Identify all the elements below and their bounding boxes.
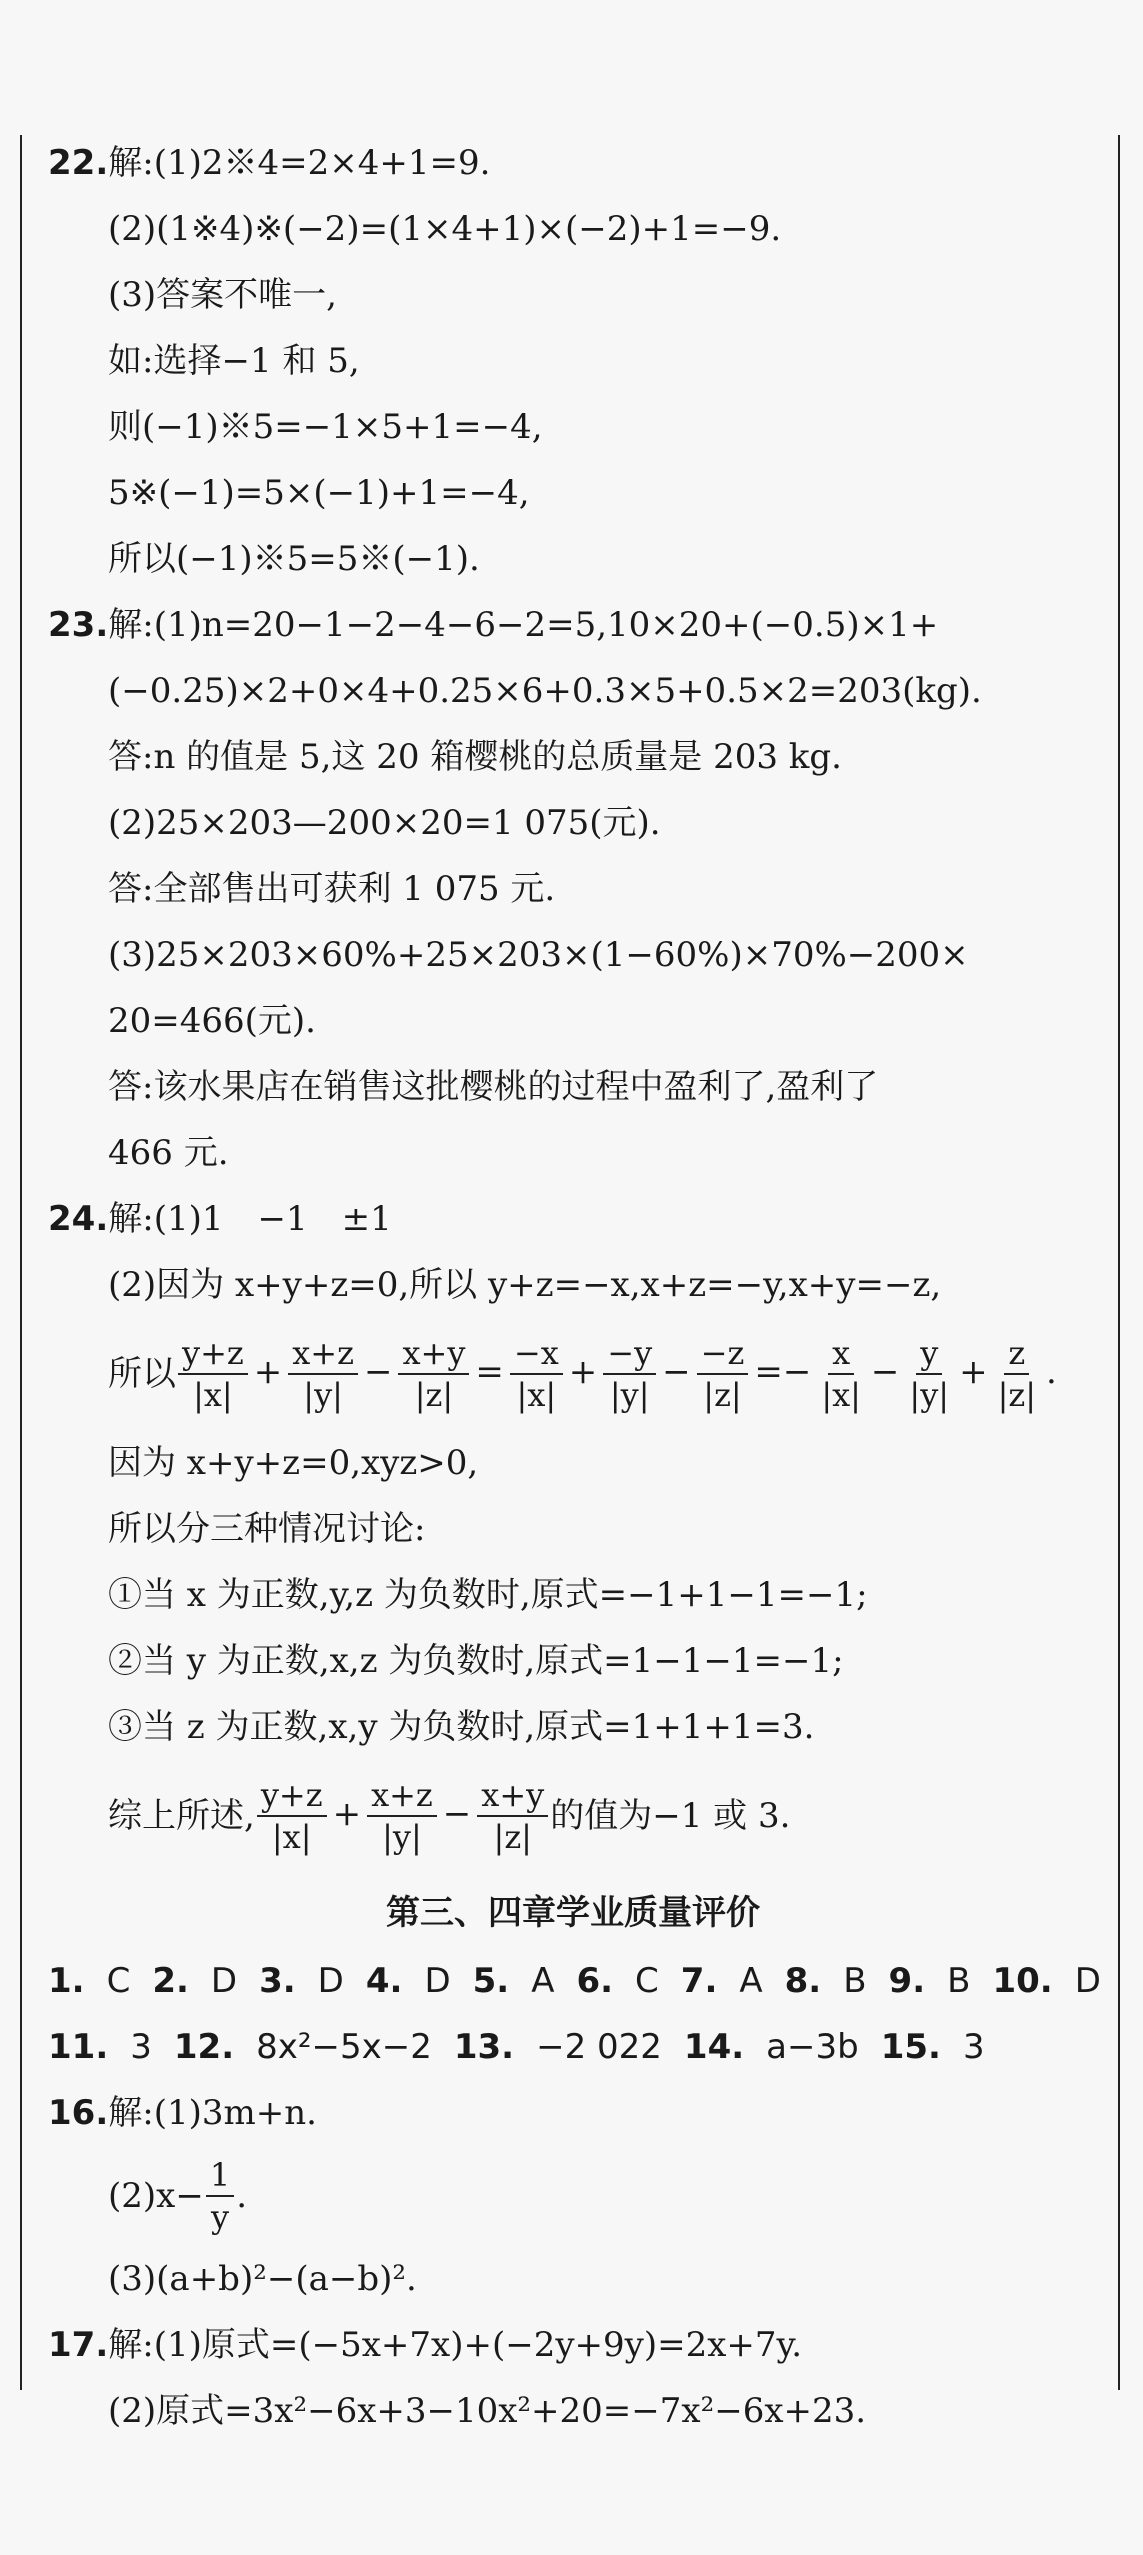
denominator: |y| (303, 1376, 343, 1414)
answer-item (576, 1961, 658, 2001)
answer-value: D (210, 1961, 238, 2001)
left-border-line (20, 135, 22, 2390)
answer-value: 8x²−5x−2 (256, 2027, 432, 2067)
numerator: −y (603, 1333, 656, 1375)
answer-number: 7. (680, 1961, 718, 2001)
q24-line-5: 所以分三种情况讨论: (108, 1509, 426, 1549)
q23-line-4: (2)25×203—200×20=1 075(元). (108, 803, 661, 843)
answer-item (684, 2027, 859, 2067)
question-number: 17. (48, 2325, 109, 2365)
q24-conclusion-line (48, 1760, 1098, 1872)
answer-item (174, 2027, 432, 2067)
conclusion-prefix: 综上所述, (108, 1796, 255, 1836)
answer-value: D (424, 1961, 451, 2001)
denominator: |x| (193, 1376, 233, 1414)
question-number: 23. (48, 605, 109, 645)
q22-line-3: (3)答案不唯一, (108, 275, 337, 315)
q16-line-3: (3)(a+b)²−(a−b)². (108, 2259, 417, 2299)
q17-line-2: (2)原式=3x²−6x+3−10x²+20=−7x²−6x+23. (108, 2391, 867, 2431)
denominator: |x| (821, 1376, 861, 1414)
answer-item (366, 1961, 451, 2001)
question-number: 22. (48, 143, 109, 183)
fraction (697, 1333, 749, 1415)
answer-number: 2. (152, 1961, 189, 2001)
operator: − (870, 1352, 900, 1392)
numerator: −z (697, 1333, 749, 1375)
answer-value: B (947, 1961, 971, 2001)
numerator: y+z (178, 1333, 248, 1375)
denominator: |y| (382, 1818, 422, 1856)
question-number: 24. (48, 1199, 109, 1239)
answer-number: 1. (48, 1961, 85, 2001)
numerator: x+z (367, 1775, 437, 1817)
denominator: y (210, 2198, 230, 2236)
denominator: |z| (414, 1376, 454, 1414)
answer-number: 6. (576, 1961, 614, 2001)
q24-fraction-line (48, 1318, 1098, 1430)
q22-line-2: (2)(1※4)※(−2)=(1×4+1)×(−2)+1=−9. (108, 209, 782, 249)
q24-line-7: ②当 y 为正数,x,z 为负数时,原式=1−1−1=−1; (108, 1641, 844, 1681)
fraction (398, 1333, 469, 1415)
fraction (477, 1775, 548, 1857)
fraction (288, 1333, 358, 1415)
q22-line-1 (48, 130, 1098, 196)
q16-line-1 (48, 2080, 1098, 2146)
q22-line-4: 如:选择−1 和 5, (108, 341, 360, 381)
answer-value: −2 022 (536, 2027, 662, 2067)
fraction (994, 1333, 1040, 1415)
fraction (510, 1333, 563, 1415)
answer-number: 9. (888, 1961, 926, 2001)
fraction (206, 2155, 234, 2237)
operator: − (442, 1794, 472, 1834)
denominator: |y| (909, 1376, 950, 1414)
answer-item (889, 1961, 971, 2001)
denominator: |y| (609, 1376, 650, 1414)
answer-item (785, 1961, 867, 2001)
numerator: x (828, 1333, 854, 1375)
fraction (367, 1775, 437, 1857)
q23-line-6: (3)25×203×60%+25×203×(1−60%)×70%−200× (108, 935, 969, 975)
denominator: |x| (516, 1376, 557, 1414)
answer-value: 3 (962, 2027, 985, 2067)
answer-number: 13. (453, 2027, 515, 2067)
answer-value: B (843, 1961, 867, 2001)
q23-text: 解:(1)n=20−1−2−4−6−2=5,10×20+(−0.5)×1+ (108, 605, 939, 645)
q23-line-2: (−0.25)×2+0×4+0.25×6+0.3×5+0.5×2=203(kg). (108, 671, 982, 711)
fraction-expression (255, 1775, 550, 1857)
answer-number: 15. (880, 2027, 941, 2067)
q24-text: 解:(1)1 −1 ±1 (108, 1199, 392, 1239)
operator: − (662, 1352, 691, 1392)
answer-value: D (317, 1961, 344, 2001)
answer-value: a−3b (766, 2027, 859, 2067)
operator: + (568, 1352, 598, 1392)
fraction-expression (176, 1333, 1061, 1415)
answer-number: 11. (48, 2027, 109, 2067)
answer-value: 3 (130, 2027, 152, 2067)
q23-line-1 (48, 592, 1098, 658)
operator: =− (754, 1352, 812, 1392)
q24-line-2: (2)因为 x+y+z=0,所以 y+z=−x,x+z=−y,x+y=−z, (108, 1265, 942, 1305)
q22-line-5: 则(−1)※5=−1×5+1=−4, (108, 407, 543, 447)
q23-line-5: 答:全部售出可获利 1 075 元. (108, 869, 556, 909)
numerator: 1 (206, 2155, 234, 2197)
operator: + (253, 1352, 283, 1392)
answer-number: 14. (683, 2027, 745, 2067)
numerator: x+y (398, 1333, 469, 1375)
numerator: x+z (288, 1333, 358, 1375)
q16-text: 解:(1)3m+n. (108, 2093, 317, 2133)
q22-text: 解:(1)2※4=2×4+1=9. (108, 143, 491, 183)
denominator: |z| (997, 1376, 1036, 1414)
answer-item (881, 2027, 985, 2067)
numerator: z (1004, 1333, 1029, 1375)
answer-item (473, 1961, 555, 2001)
q22-line-6: 5※(−1)=5×(−1)+1=−4, (108, 473, 530, 513)
operator: . (1045, 1352, 1057, 1392)
answer-value: A (739, 1961, 763, 2001)
answer-number: 4. (365, 1961, 403, 2001)
operator: = (475, 1352, 504, 1392)
answer-value: D (1074, 1961, 1101, 2001)
answer-number: 10. (992, 1961, 1053, 2001)
conclusion-suffix: 的值为−1 或 3. (550, 1796, 791, 1836)
q24-line-8: ③当 z 为正数,x,y 为负数时,原式=1+1+1=3. (108, 1707, 815, 1747)
q24-line-4: 因为 x+y+z=0,xyz>0, (108, 1443, 479, 1483)
answer-number: 5. (472, 1961, 510, 2001)
right-border-line (1118, 135, 1120, 2390)
answer-item (48, 1961, 130, 2001)
answer-item (259, 1961, 344, 2001)
operator: − (363, 1352, 393, 1392)
q23-line-7: 20=466(元). (108, 1001, 316, 1041)
q22-line-7: 所以(−1)※5=5※(−1). (108, 539, 480, 579)
numerator: −x (510, 1333, 563, 1375)
fraction (178, 1333, 248, 1415)
answer-number: 12. (173, 2027, 235, 2067)
denominator: |x| (271, 1818, 312, 1856)
answer-item (681, 1961, 763, 2001)
q23-line-3: 答:n 的值是 5,这 20 箱樱桃的总质量是 203 kg. (108, 737, 842, 777)
fraction (257, 1775, 327, 1857)
fill-answers-row (48, 2014, 1098, 2080)
answer-item (152, 1961, 237, 2001)
denominator: |z| (703, 1376, 742, 1414)
q23-line-8: 答:该水果店在销售这批樱桃的过程中盈利了,盈利了 (108, 1067, 879, 1107)
numerator: y+z (257, 1775, 327, 1817)
numerator: x+y (477, 1775, 548, 1817)
q16-line-2 (48, 2146, 1098, 2246)
fraction (817, 1333, 865, 1415)
answer-item (48, 2027, 152, 2067)
choice-answers-row (48, 1948, 1101, 2014)
answer-content (48, 130, 1101, 2444)
denominator: |z| (493, 1818, 532, 1856)
operator: + (332, 1794, 362, 1834)
fraction-prefix: 所以 (108, 1354, 176, 1394)
q24-line-1 (48, 1186, 1098, 1252)
q17-line-1 (48, 2312, 1098, 2378)
answer-number: 8. (784, 1961, 822, 2001)
q16-line-2-prefix: (2)x− (108, 2176, 204, 2216)
answer-value: A (531, 1961, 555, 2001)
fraction (905, 1333, 953, 1415)
answer-value: C (106, 1961, 131, 2001)
section-title: 第三、四章学业质量评价 (386, 1893, 760, 1933)
q17-text: 解:(1)原式=(−5x+7x)+(−2y+9y)=2x+7y. (108, 2325, 803, 2365)
answer-item (454, 2027, 662, 2067)
answer-item (992, 1961, 1100, 2001)
q23-line-9: 466 元. (108, 1133, 229, 1173)
q24-line-6: ①当 x 为正数,y,z 为负数时,原式=−1+1−1=−1; (108, 1575, 868, 1615)
fraction (603, 1333, 656, 1415)
answer-number: 3. (259, 1961, 296, 2001)
operator: + (959, 1352, 988, 1392)
answer-value: C (635, 1961, 659, 2001)
question-number: 16. (48, 2093, 109, 2133)
numerator: y (916, 1333, 942, 1375)
q16-line-2-suffix: . (236, 2176, 247, 2216)
